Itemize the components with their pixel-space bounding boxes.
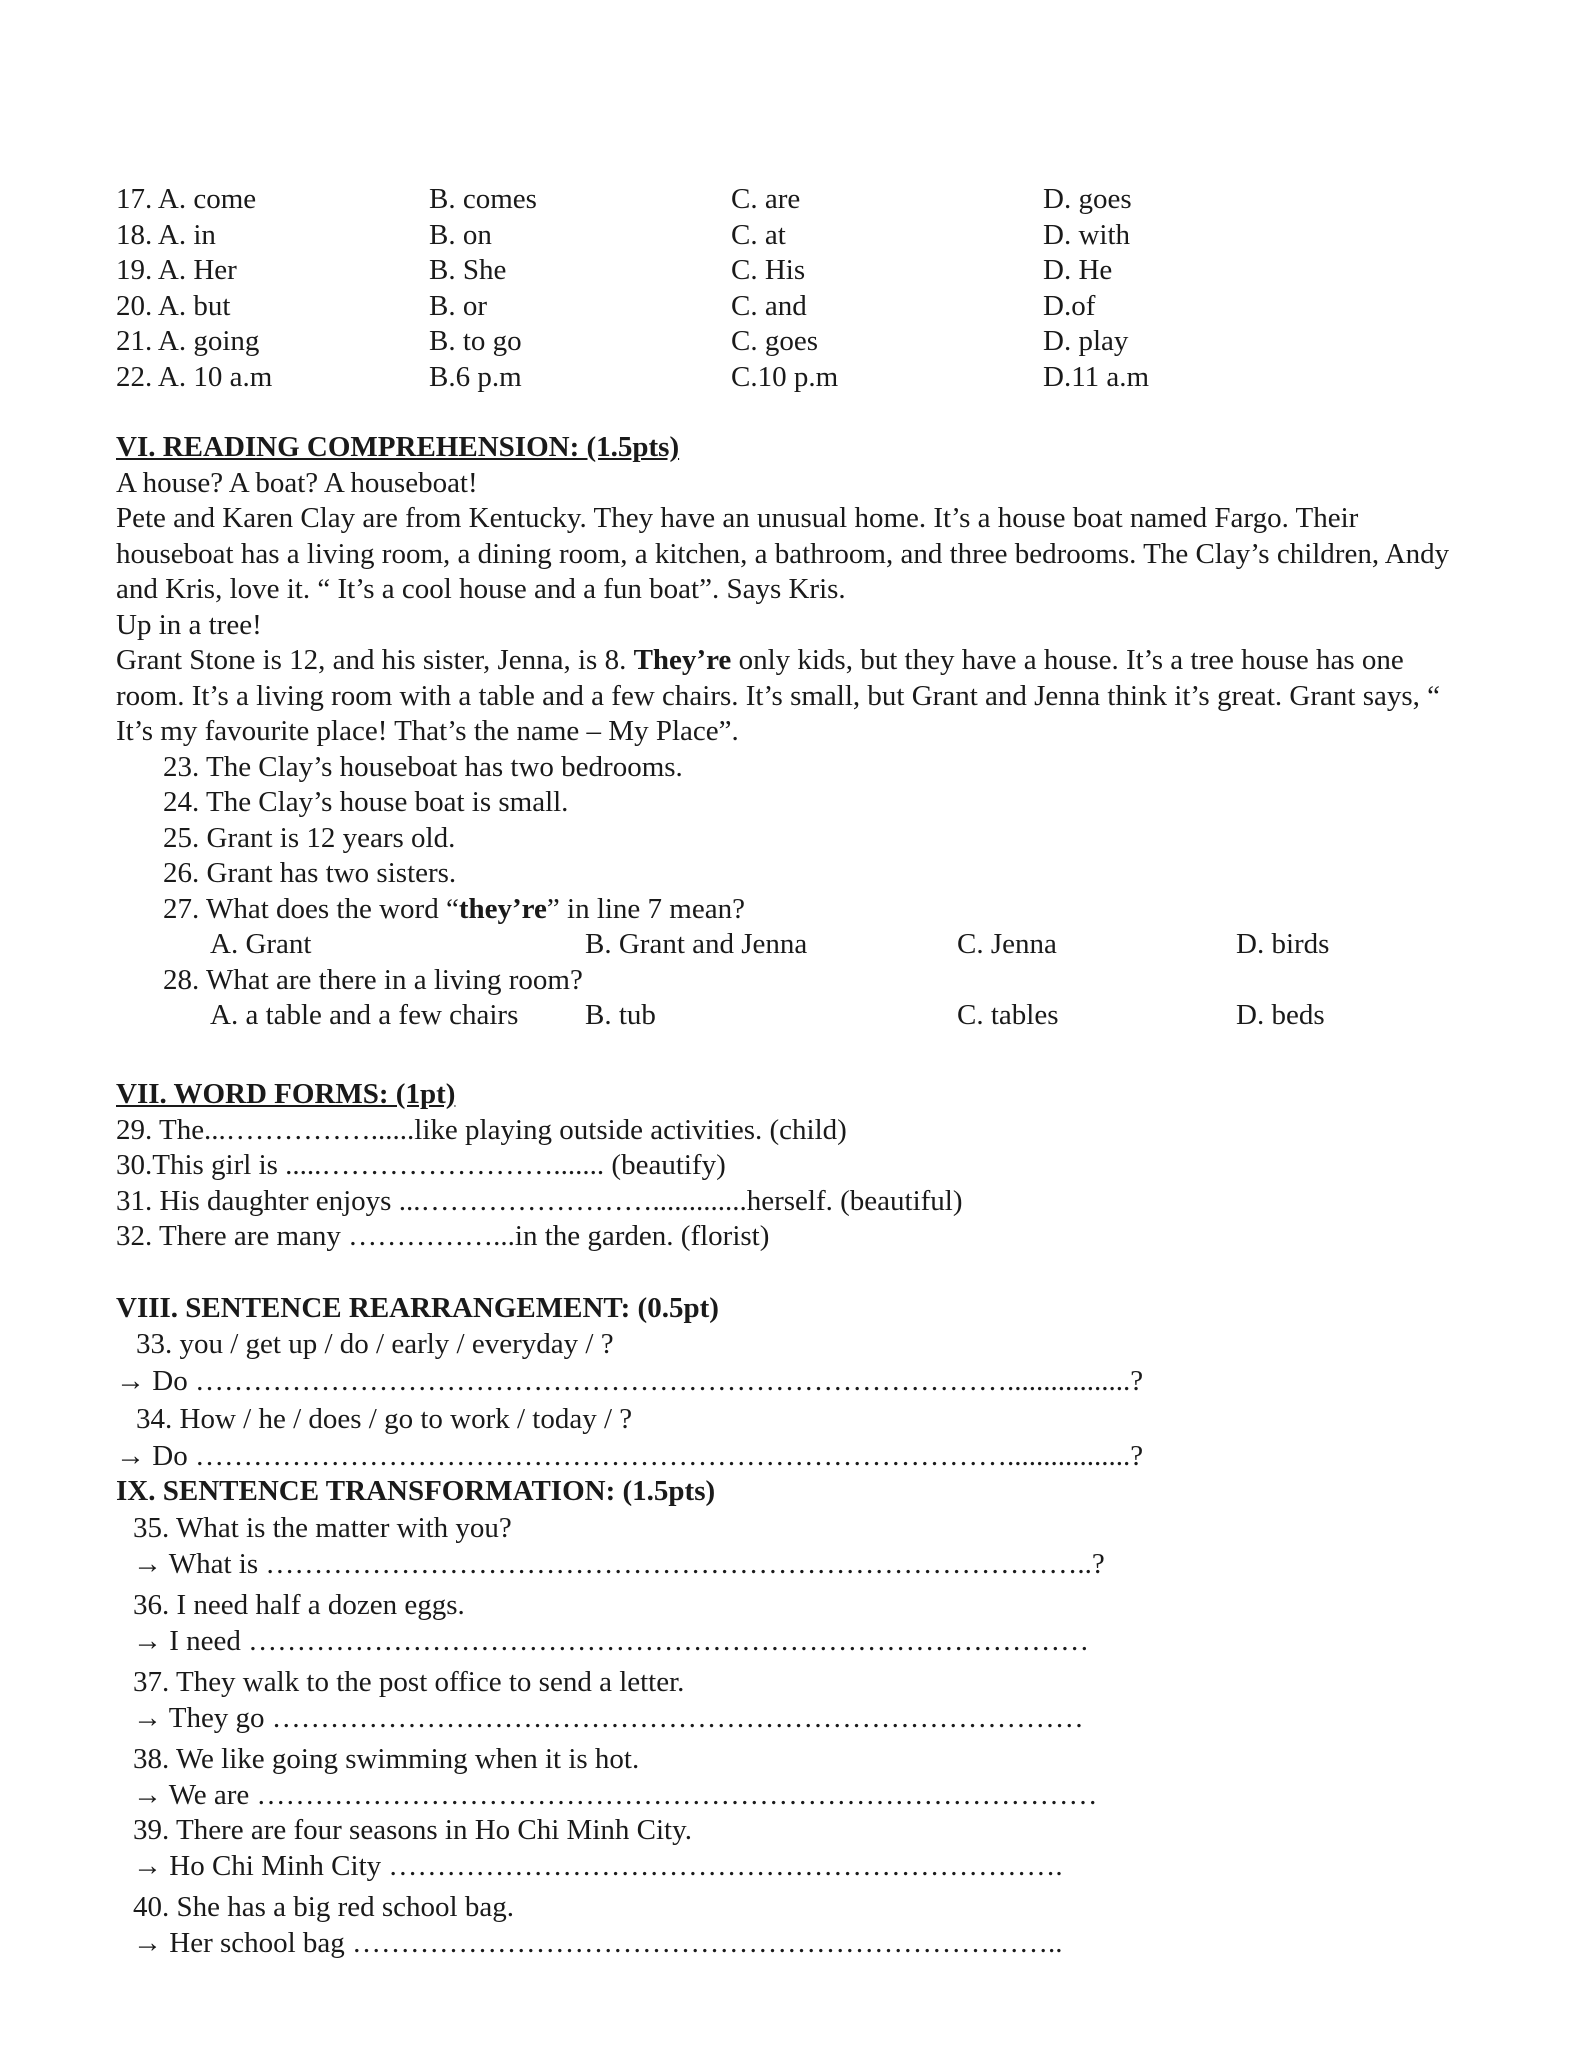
option-b: B. Grant and Jenna [585,928,808,960]
passage-text: Grant Stone is 12, and his sister, Jenna, is 8. [116,644,634,676]
passage-text: only kids, but they have a house. It’s a tree house has one room. It’s a living room with a table and a few chairs. It’s small, but Grant and Jenna think it’s great. Grant says, “ It’s my favourite place! That’s the name – My Place”. [116,644,1441,747]
option-b: B. She [429,254,507,286]
section-heading: IX. SENTENCE TRANSFORMATION: (1.5pts) [116,1475,716,1507]
option-c: C. tables [957,999,1059,1031]
option-d: D.11 a.m [1043,360,1150,393]
question-28-options [116,998,1476,1034]
passage-paragraph: Pete and Karen Clay are from Kentucky. They have an unusual home. It’s a house boat named Fargo. Their houseboat has a living room, a dining room, a kitchen, a bathroom, and three bedrooms. The Clay’s children, Andy and Kris, love it. “ It’s a cool house and a fun boat”. Says Kris. [116,502,1450,605]
option-c: C. and [731,289,807,322]
question-23: 23. The Clay’s houseboat has two bedrooms. [163,750,683,783]
question-25: 25. Grant is 12 years old. [163,821,456,854]
option-a: 19. A. Her [116,254,237,286]
mcq-row [116,360,1476,396]
option-d: D.of [1043,289,1096,322]
answer-line: → I need …………………………………………………………………………… [133,1625,1090,1657]
option-b: B. on [429,218,492,251]
transform-question: 37. They walk to the post office to send a letter. [133,1666,685,1698]
option-d: D. beds [1236,999,1325,1031]
answer-line: → Do ………………………………………………………………………….................? [116,1364,1144,1397]
option-a: 18. A. in [116,218,216,251]
transform-question: 35. What is the matter with you? [133,1512,512,1544]
option-b: B. or [429,289,487,322]
passage-bold-word: They’re [633,644,732,676]
option-c: C. Jenna [957,928,1057,960]
word-form-item: 31. His daughter enjoys ...…………………….............herself. (beautiful) [116,1184,963,1217]
option-c: C. goes [731,325,818,357]
answer-line: → Her school bag ……………………………………………………………….. [133,1927,1063,1959]
transform-question: 40. She has a big red school bag. [133,1891,514,1923]
word-forms-section [116,1077,1476,1255]
passage-title: Up in a tree! [116,608,262,641]
question-27-options [116,927,1476,963]
option-a: 17. A. come [116,183,257,215]
answer-line: → Do ………………………………………………………………………….................? [116,1439,1144,1472]
word-form-item: 32. There are many ……………...in the garden. (florist) [116,1220,770,1252]
answer-line: → Ho Chi Minh City ……………………………………………………………. [133,1850,1063,1882]
answer-line: → We are …………………………………………………………………………… [133,1779,1098,1811]
transform-question: 38. We like going swimming when it is hot. [133,1743,640,1775]
answer-line: → What is …………………………………………………………………………..? [133,1548,1105,1580]
question-26: 26. Grant has two sisters. [163,857,457,889]
word-form-item: 30.This girl is .....……………………....... (beautify) [116,1149,726,1181]
rearrangement-section [116,1291,1476,1477]
option-c: C. His [731,254,806,286]
mcq-row [116,182,1476,218]
answer-line: → They go ………………………………………………………………………… [133,1702,1084,1734]
question-27 [116,892,1476,928]
passage-title: A house? A boat? A houseboat! [116,466,478,499]
section-heading: VII. WORD FORMS: (1pt) [116,1078,456,1110]
word-form-item: 29. The...……………......like playing outside activities. (child) [116,1113,847,1146]
option-a: 22. A. 10 a.m [116,360,273,393]
transform-question: 36. I need half a dozen eggs. [133,1589,465,1621]
option-d: D. He [1043,254,1113,286]
option-b: B. tub [585,999,656,1031]
option-b: B.6 p.m [429,360,522,393]
option-a: A. Grant [210,928,312,960]
mcq-row [116,253,1476,289]
option-d: D. birds [1236,928,1330,960]
option-b: B. comes [429,183,537,215]
mcq-row [116,324,1476,360]
passage-paragraph [116,643,1476,750]
reading-section [116,430,1476,1034]
option-d: D. play [1043,325,1129,357]
mcq-row [116,289,1476,325]
option-d: D. with [1043,218,1130,251]
option-a: A. a table and a few chairs [210,999,519,1031]
mcq-options-block [116,182,1476,395]
option-c: C.10 p.m [731,360,839,393]
mcq-row [116,218,1476,254]
rearrange-question: 34. How / he / does / go to work / today / ? [136,1402,633,1435]
question-24: 24. The Clay’s house boat is small. [163,786,569,818]
question-text: ” in line 7 mean? [546,892,745,925]
transform-question: 39. There are four seasons in Ho Chi Minh City. [133,1814,692,1846]
option-a: 20. A. but [116,289,231,322]
option-a: 21. A. going [116,325,260,357]
option-b: B. to go [429,325,522,357]
question-28: 28. What are there in a living room? [163,963,583,996]
option-d: D. goes [1043,183,1132,215]
transformation-section [116,1474,1476,1962]
option-c: C. at [731,218,786,251]
option-c: C. are [731,183,801,215]
section-heading: VIII. SENTENCE REARRANGEMENT: (0.5pt) [116,1292,719,1324]
question-text: 27. What does the word “ [163,892,459,925]
section-heading: VI. READING COMPREHENSION: (1.5pts) [116,431,680,463]
question-bold-word: they’re [458,892,547,925]
rearrange-question: 33. you / get up / do / early / everyday / ? [136,1327,614,1360]
